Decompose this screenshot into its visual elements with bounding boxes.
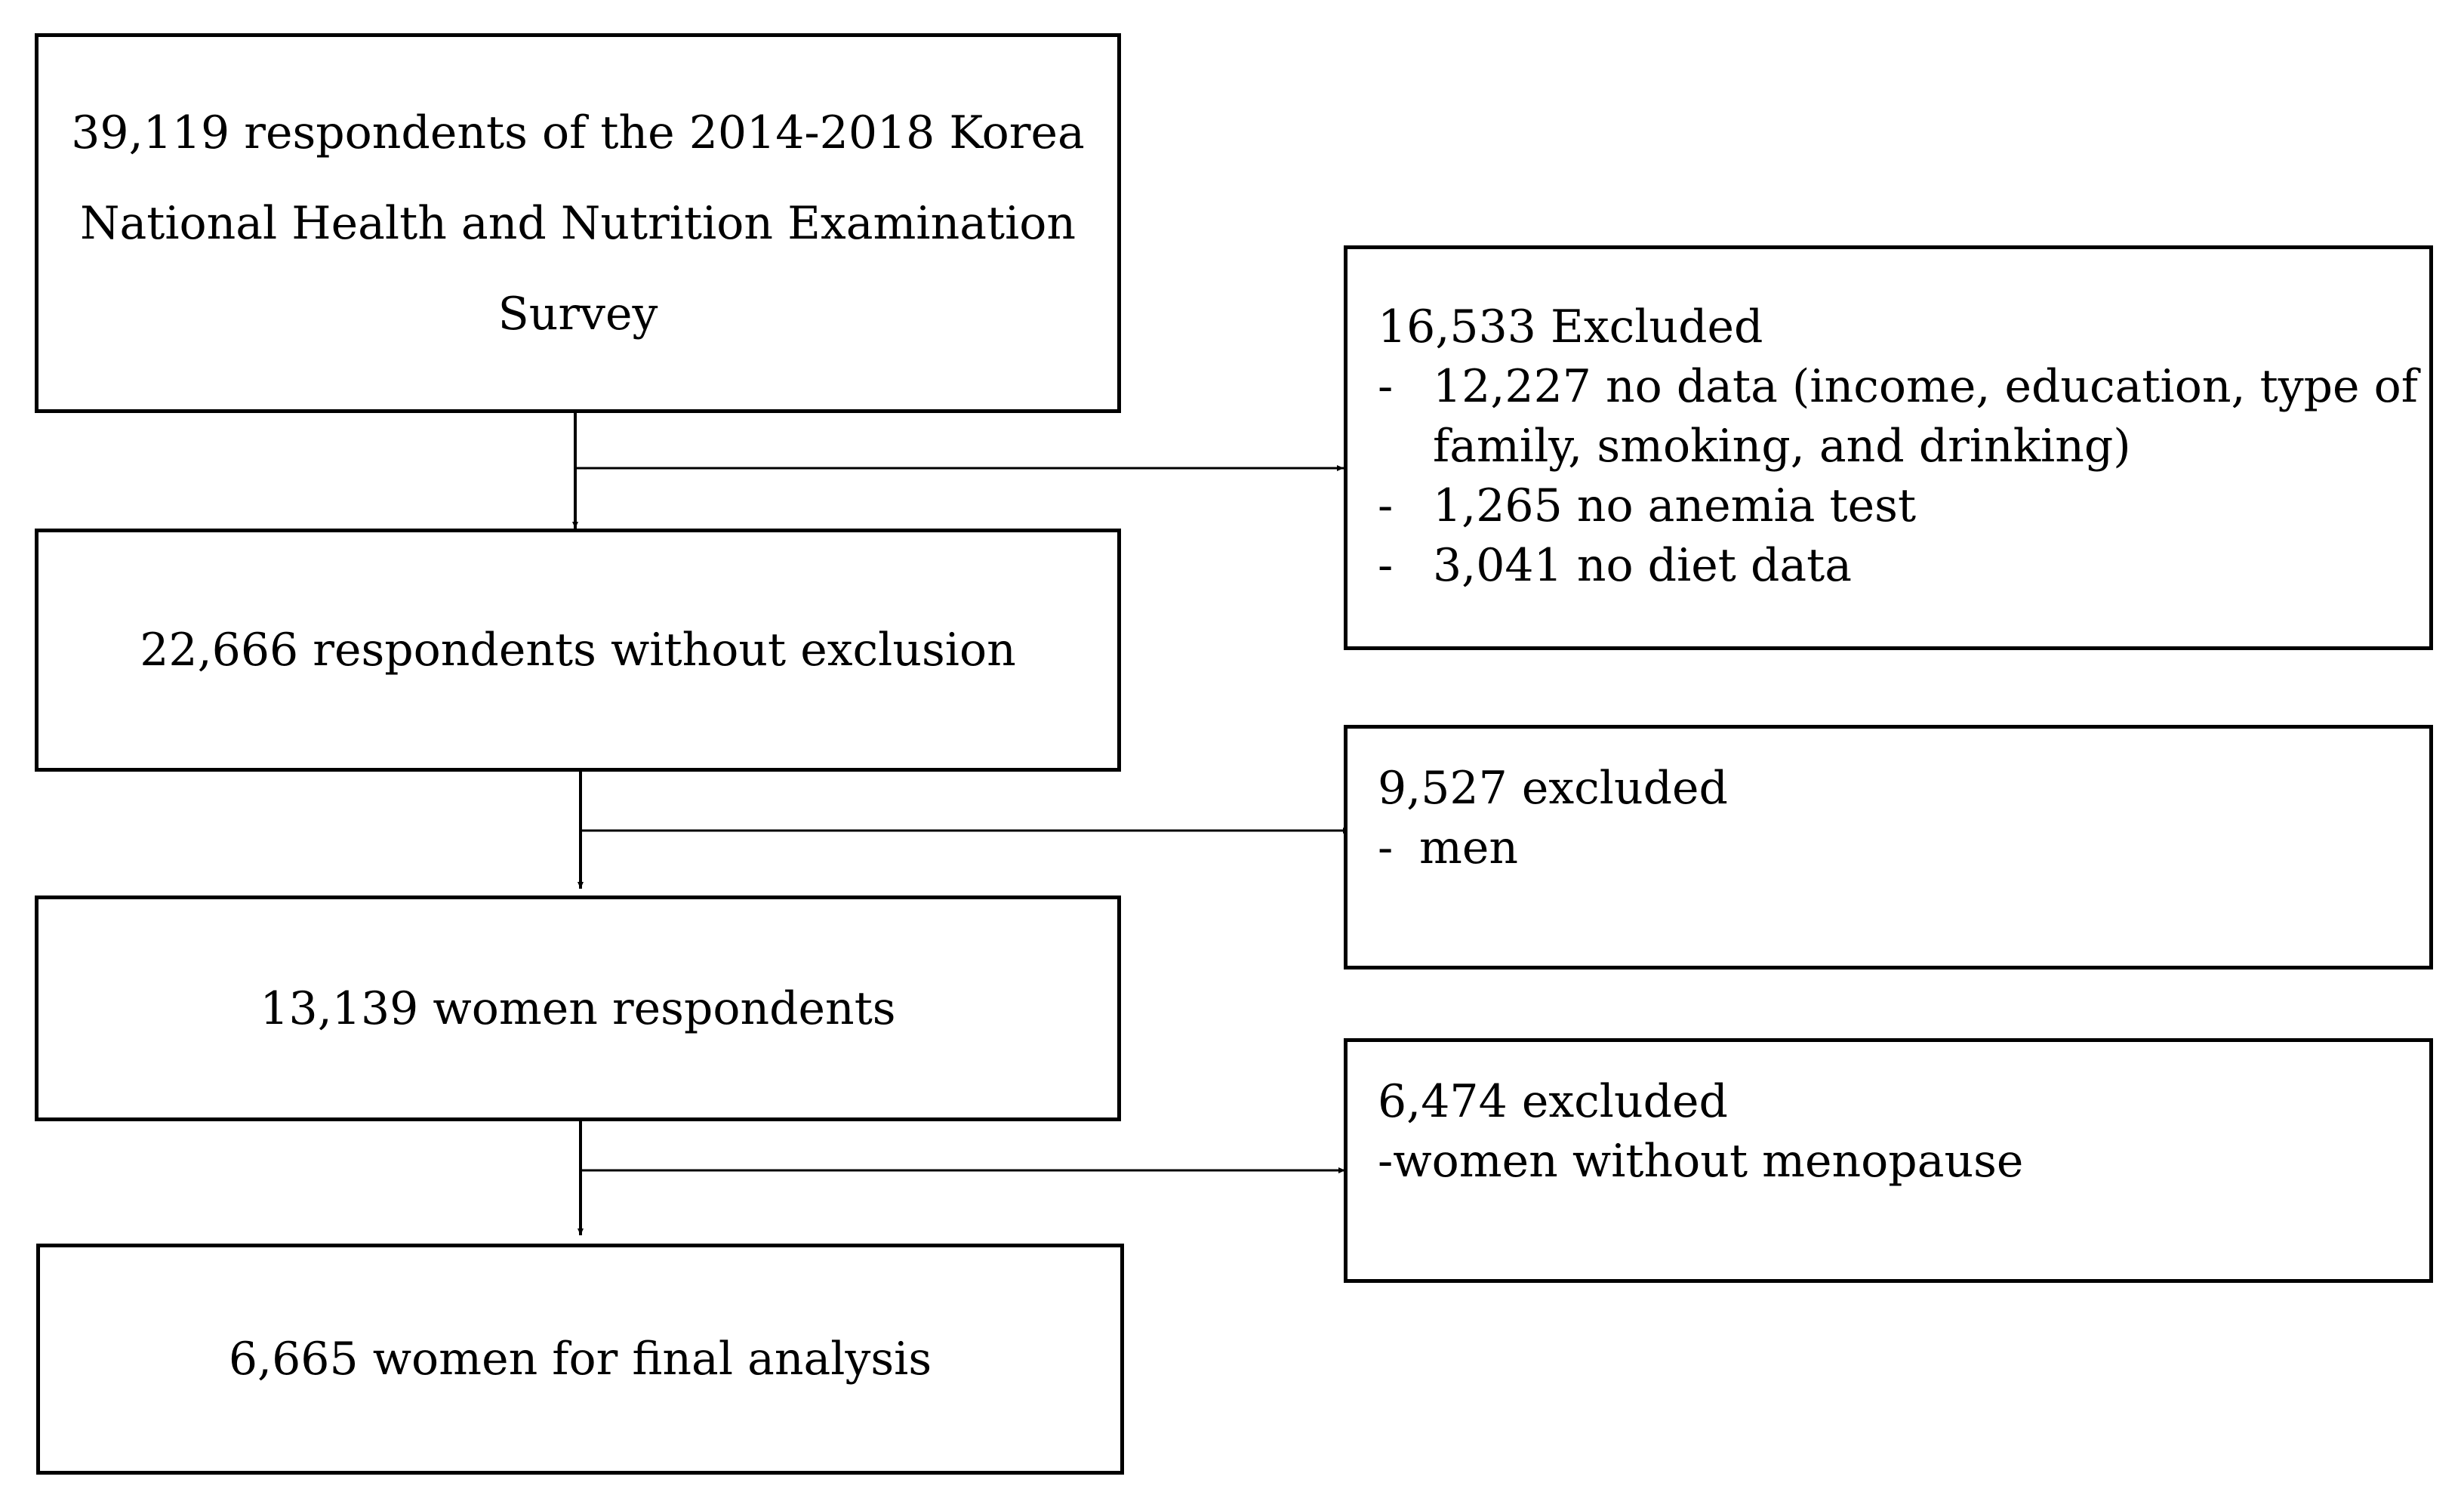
excluded-missing-data-title: 16,533 Excluded	[1378, 301, 1763, 353]
excluded-item-no-anemia-test	[1378, 476, 2429, 536]
excluded-no-menopause-title: 6,474 excluded	[1378, 1075, 1728, 1128]
box-final-analysis-text: 6,665 women for final analysis	[228, 1333, 932, 1386]
box-women-respondents	[35, 896, 1121, 1121]
box-total-line-1: 39,119 respondents of the 2014-2018 Korea	[71, 106, 1085, 159]
box-excluded-no-menopause	[1344, 1038, 2433, 1283]
box-total-respondents	[35, 33, 1121, 413]
bullet-dash: -	[1378, 360, 1394, 413]
excluded-item-no-diet-data	[1378, 536, 2429, 596]
bullet-dash: -	[1378, 822, 1394, 874]
box-excluded-missing-data	[1344, 245, 2433, 650]
box-total-line-2: National Health and Nutrition Examination	[79, 196, 1076, 250]
bullet-dash: -	[1378, 539, 1394, 592]
excluded-item-no-data-line-1: 12,227 no data (income, education, type of	[1433, 360, 2418, 413]
box-without-exclusion-text: 22,666 respondents without exclusion	[140, 624, 1016, 677]
excluded-item-no-data	[1378, 357, 2429, 476]
excluded-item-no-diet-data-text: 3,041 no diet data	[1433, 539, 1853, 592]
box-without-exclusion	[35, 529, 1121, 772]
excluded-no-menopause-detail: -women without menopause	[1378, 1135, 2024, 1188]
excluded-item-no-anemia-test-text: 1,265 no anemia test	[1433, 479, 1917, 532]
excluded-men-title: 9,527 excluded	[1378, 762, 1728, 815]
box-women-respondents-text: 13,139 women respondents	[260, 982, 896, 1035]
excluded-item-men-text: men	[1419, 822, 1519, 874]
box-final-analysis	[36, 1244, 1124, 1475]
excluded-item-men	[1378, 818, 2429, 878]
box-excluded-men	[1344, 725, 2433, 969]
excluded-item-no-data-line-2: family, smoking, and drinking)	[1433, 420, 2131, 473]
bullet-dash: -	[1378, 479, 1394, 532]
box-total-line-3: Survey	[497, 287, 658, 341]
